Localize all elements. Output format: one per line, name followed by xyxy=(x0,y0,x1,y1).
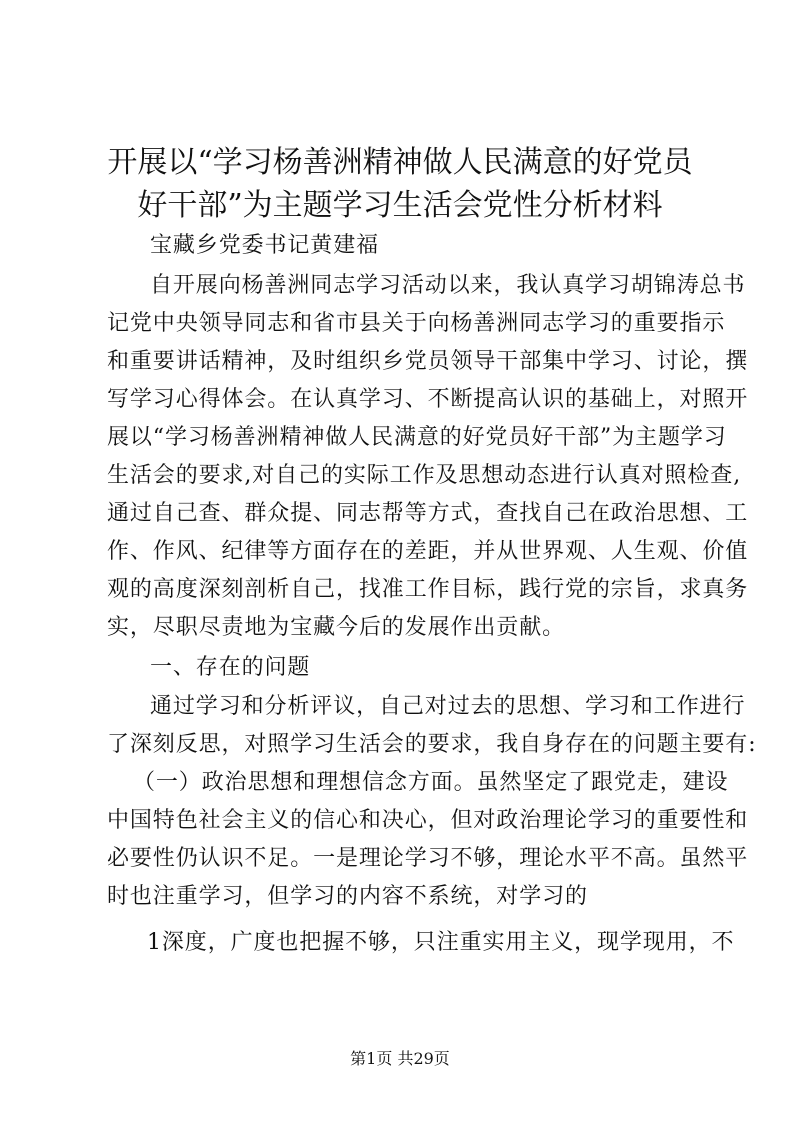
author-line: 宝藏乡党委书记黄建福 xyxy=(150,233,380,258)
document-title-line-1: 开展以“学习杨善洲精神做人民满意的好党员 xyxy=(107,145,693,180)
paragraph-line: 观的高度深刻剖析自己，找准工作目标，践行党的宗旨，求真务 xyxy=(107,577,749,602)
paragraph-line: 通过学习和分析评议，自己对过去的思想、学习和工作进行 xyxy=(150,694,746,719)
paragraph-line: 1深度，广度也把握不够，只注重实用主义，现学现用，不 xyxy=(147,930,735,955)
paragraph-line: 生活会的要求,对自己的实际工作及思想动态进行认真对照检查, xyxy=(107,463,742,488)
paragraph-line: 展以“学习杨善洲精神做人民满意的好党员好干部”为主题学习 xyxy=(107,425,727,450)
paragraph-line: 时也注重学习，但学习的内容不系统，对学习的 xyxy=(107,884,588,909)
section-heading: 一、存在的问题 xyxy=(150,655,311,680)
paragraph-line: 作、作风、纪律等方面存在的差距，并从世界观、人生观、价值 xyxy=(107,539,749,564)
paragraph-line: 实，尽职尽责地为宝藏今后的发展作出贡献。 xyxy=(107,615,566,640)
paragraph-line: 通过自己查、群众提、同志帮等方式，查找自己在政治思想、工 xyxy=(107,501,749,526)
paragraph-line: 中国特色社会主义的信心和决心，但对政治理论学习的重要性和 xyxy=(107,808,749,833)
paragraph-line: 了深刻反思，对照学习生活会的要求，我自身存在的问题主要有: xyxy=(107,732,757,757)
paragraph-line: 写学习心得体会。在认真学习、不断提高认识的基础上，对照开 xyxy=(107,387,749,412)
page-footer: 第1页 共29页 xyxy=(350,1049,450,1068)
paragraph-line: 必要性仍认识不足。一是理论学习不够，理论水平不高。虽然平 xyxy=(107,846,749,871)
paragraph-line: 和重要讲话精神，及时组织乡党员领导干部集中学习、讨论，撰 xyxy=(107,349,749,374)
paragraph-line: （一）政治思想和理想信念方面。虽然坚定了跟党走，建设 xyxy=(133,770,729,795)
document-title-line-2: 好干部”为主题学习生活会党性分析材料 xyxy=(137,188,663,223)
paragraph-line: 自开展向杨善洲同志学习活动以来，我认真学习胡锦涛总书 xyxy=(150,273,746,298)
paragraph-line: 记党中央领导同志和省市县关于向杨善洲同志学习的重要指示 xyxy=(107,311,726,336)
